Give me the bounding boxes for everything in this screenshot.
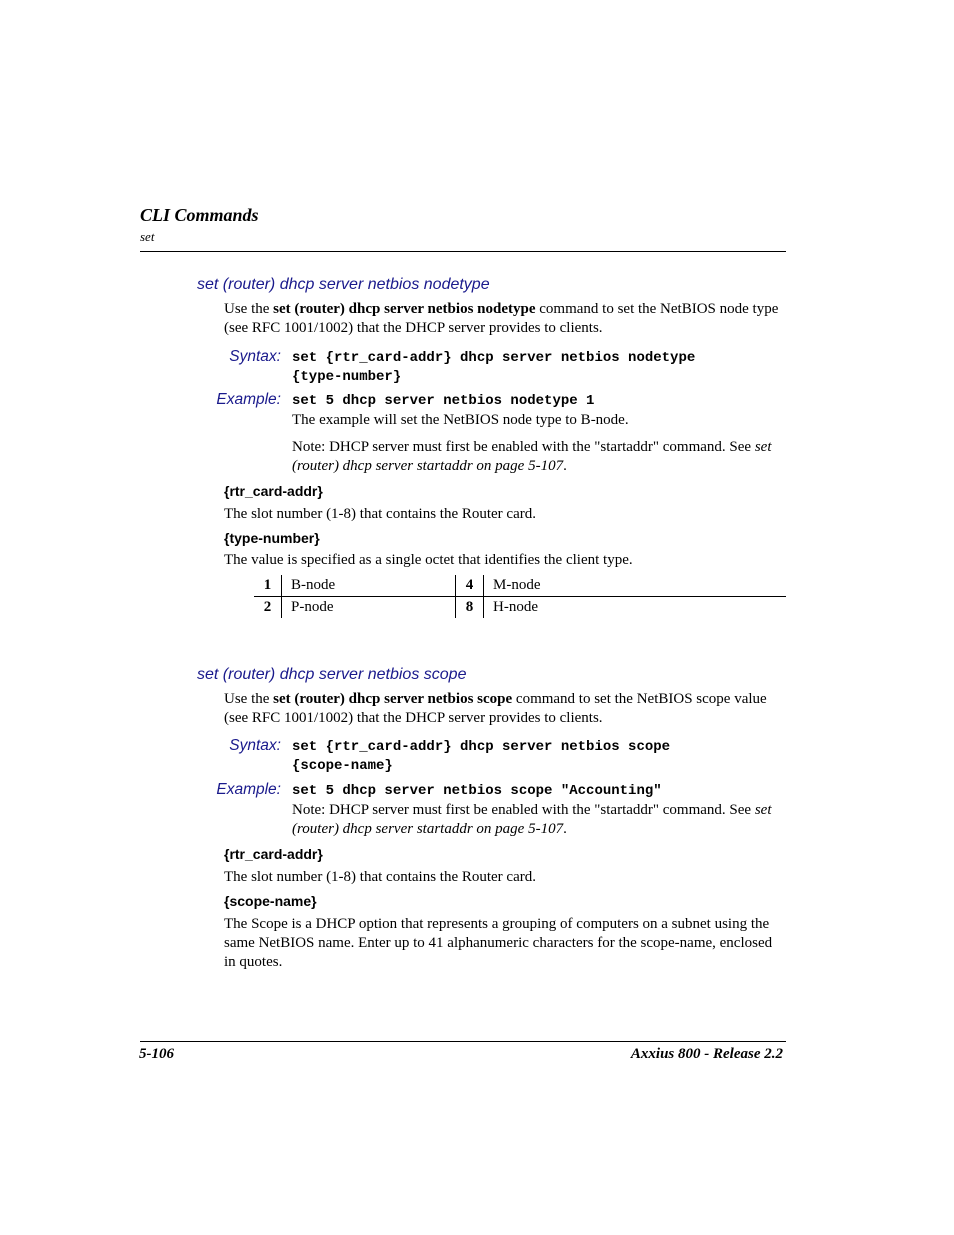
example-command: set 5 dhcp server netbios nodetype 1 (292, 393, 595, 409)
param-name-scope-name: {scope-name} (224, 893, 317, 909)
type-code: 2 (254, 597, 282, 619)
syntax-label: Syntax: (229, 737, 281, 754)
command-name: set (router) dhcp server netbios nodetype (273, 301, 536, 317)
param-name-type-number: {type-number} (224, 530, 320, 546)
param-desc-rtr-card-addr: The slot number (1-8) that contains the Router card. (224, 506, 536, 522)
example-label: Example: (216, 781, 281, 798)
type-code: 8 (456, 597, 484, 619)
example-command: set 5 dhcp server netbios scope "Accounting" (292, 783, 662, 799)
param-name-rtr-card-addr: {rtr_card-addr} (224, 846, 323, 862)
table-row (254, 597, 786, 619)
chapter-subtitle: set (140, 229, 155, 244)
intro-paragraph-scope: Use the set (router) dhcp server netbios scope command to set the NetBIOS scope value (see RFC 1001/1002) that the DHCP server provides to clients. (224, 691, 767, 726)
section-title-scope: set (router) dhcp server netbios scope (197, 666, 467, 683)
table-row (254, 575, 786, 597)
param-name-rtr-card-addr: {rtr_card-addr} (224, 483, 323, 499)
cross-reference-link[interactable]: set (router) dhcp server startaddr on page 5-107 (292, 802, 772, 837)
note-paragraph: Note: DHCP server must first be enabled with the "startaddr" command. See set (router) dhcp server startaddr on page 5-107. (292, 802, 772, 837)
syntax-line-cont: {type-number} (292, 369, 402, 385)
syntax-line: set {rtr_card-addr} dhcp server netbios scope (292, 739, 671, 755)
section-title-nodetype: set (router) dhcp server netbios nodetype (197, 276, 490, 293)
type-value: M-node (484, 575, 787, 597)
footer-rule (140, 1041, 786, 1042)
chapter-title: CLI Commands (140, 205, 259, 225)
example-description: The example will set the NetBIOS node type to B-node. (292, 412, 629, 428)
header-rule (140, 251, 786, 252)
node-type-table (254, 575, 786, 618)
page-number: 5-106 (139, 1046, 174, 1062)
product-release: Axxius 800 - Release 2.2 (630, 1046, 783, 1062)
param-desc-rtr-card-addr: The slot number (1-8) that contains the Router card. (224, 869, 536, 885)
syntax-line: set {rtr_card-addr} dhcp server netbios nodetype (292, 350, 696, 366)
type-code: 4 (456, 575, 484, 597)
syntax-label: Syntax: (229, 348, 281, 365)
type-value: B-node (282, 575, 456, 597)
type-value: H-node (493, 599, 538, 615)
param-desc-type-number: The value is specified as a single octet that identifies the client type. (224, 552, 633, 568)
param-desc-scope-name: The Scope is a DHCP option that represents a grouping of computers on a subnet using the same NetBIOS name. Enter up to 41 alphanumeric characters for the scope-name, enclosed in quotes. (224, 916, 773, 970)
command-name: set (router) dhcp server netbios scope (273, 691, 513, 707)
cross-reference-link[interactable]: set (router) dhcp server startaddr on page 5-107 (292, 439, 772, 474)
example-label: Example: (216, 391, 281, 408)
type-code: 1 (254, 575, 282, 597)
intro-paragraph-nodetype: Use the set (router) dhcp server netbios nodetype command to set the NetBIOS node type (see RFC 1001/1002) that the DHCP server provides to clients. (224, 301, 779, 336)
note-paragraph: Note: DHCP server must first be enabled with the "startaddr" command. See set (router) dhcp server startaddr on page 5-107. (292, 439, 772, 474)
type-value: P-node (291, 599, 334, 615)
syntax-line-cont: {scope-name} (292, 758, 393, 774)
